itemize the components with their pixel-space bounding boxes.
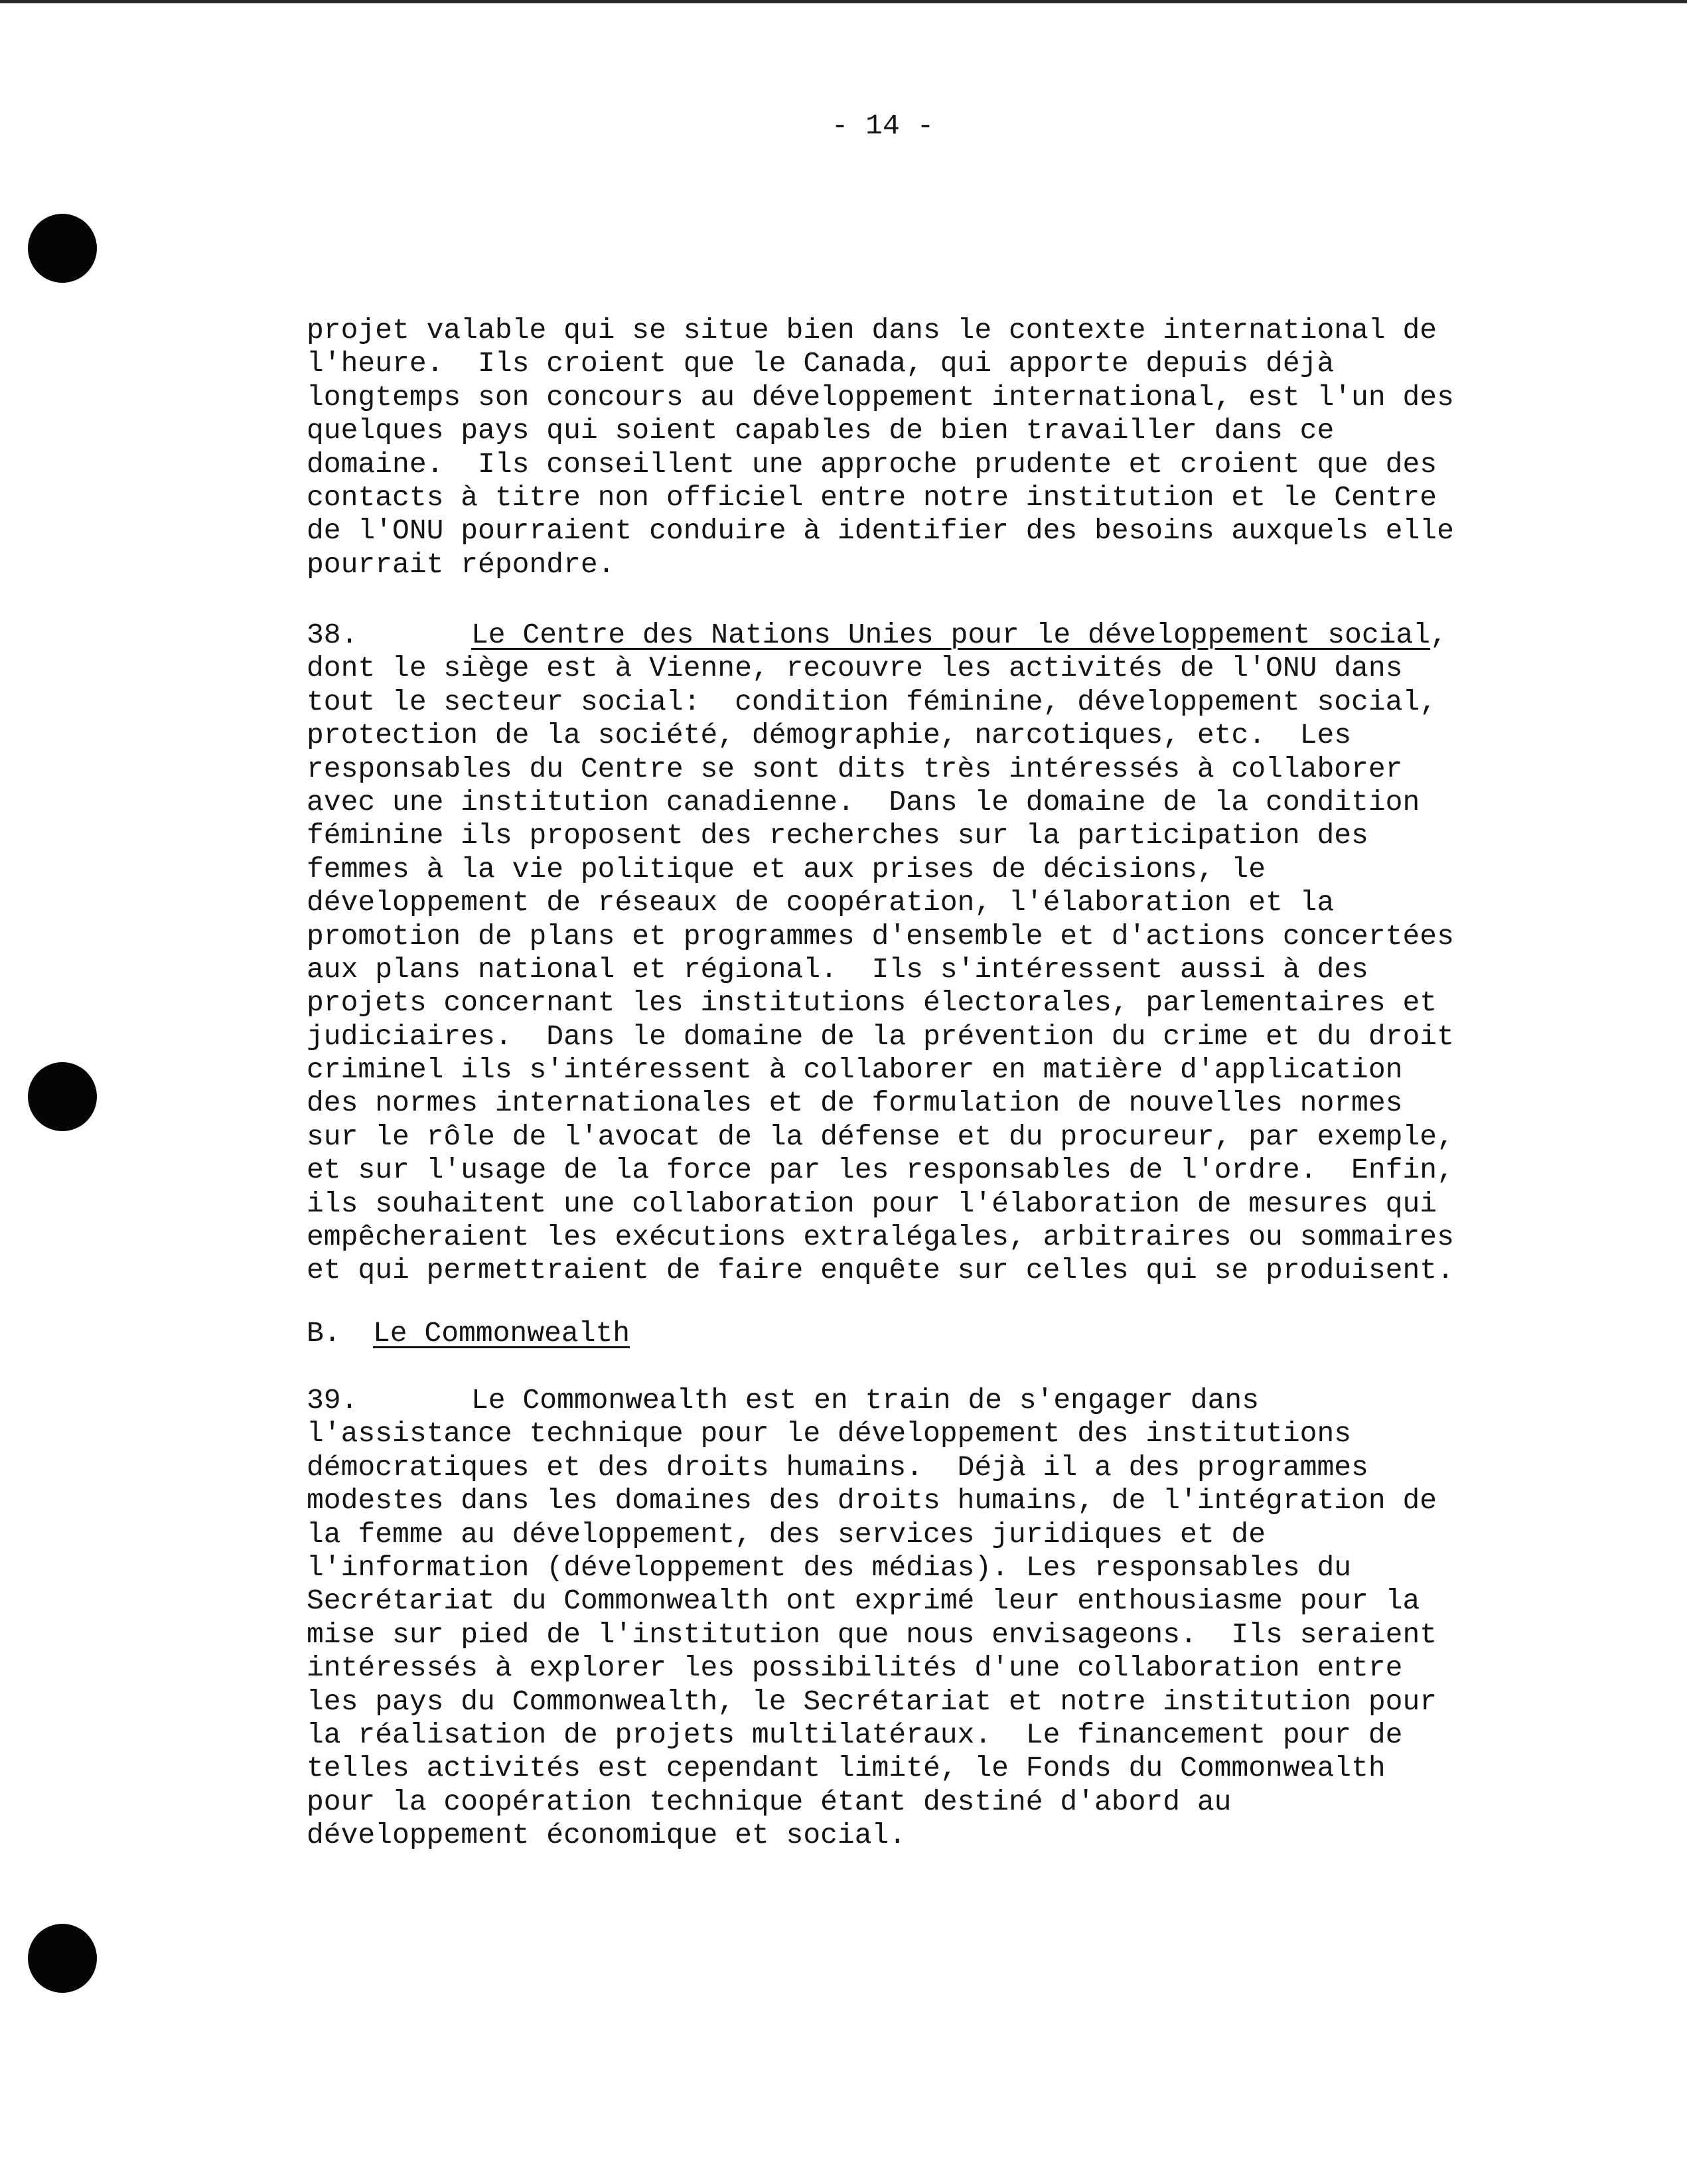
paragraph-intro [307,314,1454,582]
paragraph-opening-text: Le Commonwealth est en train de s'engager dans [471,1384,1259,1417]
section-heading-line [307,1317,1435,1350]
text-line: judiciaires. Dans le domaine de la prévention du crime et du droit [307,1020,1454,1053]
text-line: domaine. Ils conseillent une approche prudente et croient que des [307,447,1437,481]
text-line: telles activités est cependant limité, le Fonds du Commonwealth [307,1752,1386,1785]
paragraph-38 [307,619,1454,1288]
binder-hole-middle [28,1062,97,1131]
paragraph-heading: Le Centre des Nations Unies pour le développement social [471,619,1431,651]
text-line: démocratiques et des droits humains. Déjà il a des programmes [307,1450,1368,1484]
paragraph-number: 38. [307,619,358,651]
paragraph-39 [307,1384,1435,1852]
text-line: projet valable qui se situe bien dans le contexte international de [307,314,1437,347]
text-line: développement de réseaux de coopération, l'élaboration et la [307,886,1335,919]
text-line: empêcheraient les exécutions extralégales, arbitraires ou sommaires [307,1221,1454,1254]
text-line: aux plans national et régional. Ils s'intéressent aussi à des [307,953,1368,986]
text-line: contacts à titre non officiel entre notre institution et le Centre [307,481,1437,514]
text-line: la femme au développement, des services juridiques et de [307,1518,1266,1551]
paragraph-heading-line [307,619,1447,652]
text-line: pourrait répondre. [307,548,615,581]
text-line: sur le rôle de l'avocat de la défense et du procureur, par exemple, [307,1120,1454,1153]
text-line: tout le secteur social: condition féminine, développement social, [307,685,1437,718]
paragraph-number: 39. [307,1384,358,1417]
text-line: les pays du Commonwealth, le Secrétariat et notre institution pour [307,1685,1437,1718]
text-line: modestes dans les domaines des droits humains, de l'intégration de [307,1484,1437,1518]
text-line: promotion de plans et programmes d'ensemble et d'actions concertées [307,919,1454,953]
text-line: l'information (développement des médias). Les responsables du [307,1551,1352,1584]
text-line: et sur l'usage de la force par les responsables de l'ordre. Enfin, [307,1154,1454,1187]
text-line: avec une institution canadienne. Dans le domaine de la condition [307,785,1420,819]
text-line: pour la coopération technique étant destiné d'abord au [307,1785,1232,1818]
text-line: dont le siège est à Vienne, recouvre les activités de l'ONU dans [307,652,1403,685]
text-line: protection de la société, démographie, narcotiques, etc. Les [307,719,1352,752]
top-edge-rule [0,0,1687,3]
text-line: mise sur pied de l'institution que nous envisageons. Ils seraient [307,1618,1437,1651]
text-line: longtemps son concours au développement international, est l'un des [307,380,1454,414]
text-line: la réalisation de projets multilatéraux. Le financement pour de [307,1718,1403,1751]
text-line: de l'ONU pourraient conduire à identifier des besoins auxquels elle [307,514,1454,548]
binder-hole-top [28,214,97,283]
text-line: criminel ils s'intéressent à collaborer en matière d'application [307,1053,1403,1087]
text-line: femmes à la vie politique et aux prises de décisions, le [307,852,1266,886]
text-line: responsables du Centre se sont dits très intéressés à collaborer [307,752,1403,785]
text-line: projets concernant les institutions électorales, parlementaires et [307,986,1437,1020]
text-line: féminine ils proposent des recherches sur la participation des [307,819,1368,852]
heading-punctuation: , [1430,619,1447,651]
section-heading-b [307,1317,1435,1350]
text-line: l'assistance technique pour le développement des institutions [307,1417,1352,1450]
paragraph-first-line [307,1384,1435,1417]
text-line: Secrétariat du Commonwealth ont exprimé leur enthousiasme pour la [307,1585,1420,1618]
text-line: intéressés à explorer les possibilités d'une collaboration entre [307,1652,1403,1685]
text-line: ils souhaitent une collaboration pour l'élaboration de mesures qui [307,1187,1437,1220]
text-line: des normes internationales et de formulation de nouvelles normes [307,1087,1403,1120]
page-number: - 14 - [831,110,934,142]
section-letter: B. [307,1317,341,1350]
text-line: développement économique et social. [307,1819,907,1852]
section-title: Le Commonwealth [373,1317,630,1350]
text-line: et qui permettraient de faire enquête sur celles qui se produisent. [307,1254,1454,1287]
text-line: l'heure. Ils croient que le Canada, qui apporte depuis déjà [307,347,1335,380]
text-line: quelques pays qui soient capables de bien travailler dans ce [307,414,1335,447]
binder-hole-bottom [28,1924,97,1993]
